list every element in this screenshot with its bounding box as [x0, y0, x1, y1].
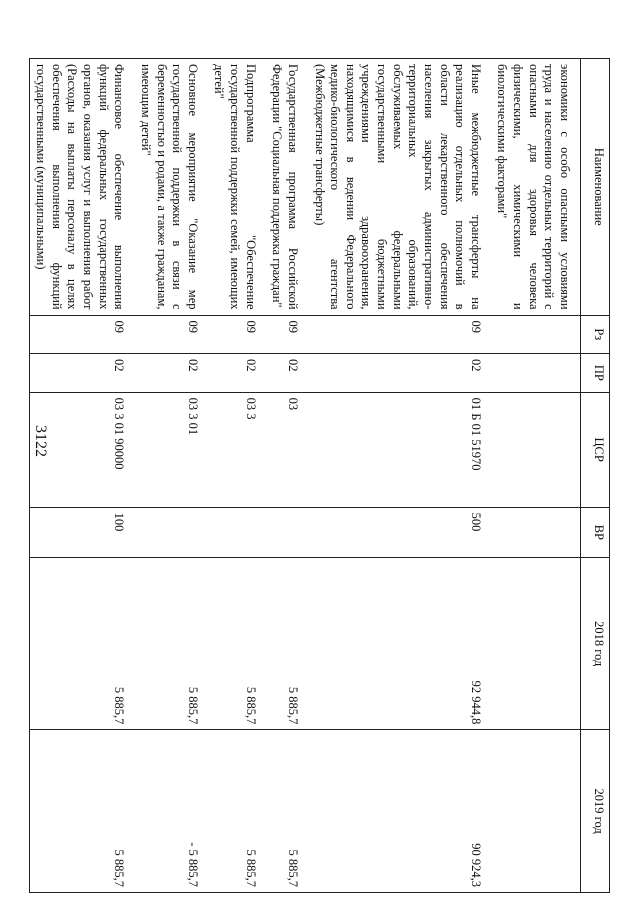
row-2018: 5 885,7 [134, 558, 208, 730]
row-name: Государственная программа Российской Федерации "Социальная поддержка граждан" [266, 59, 308, 316]
row-name: Иные межбюджетные трансферты на реализацию отдельных полномочий в области лекарственного обеспечения населения закрытых административно-территориальных образований, обслуживаемых федеральными государственными бюджетными учреждениями здравоохранения, находящимися в ведении Федерального медико-биологического агентства (Межбюджетные трансферты) [308, 59, 491, 316]
table-header-row [581, 59, 610, 893]
row-csr: 03 3 01 [134, 392, 208, 507]
row-pr: 02 [308, 354, 491, 393]
row-2019: 5 885,7 [208, 730, 266, 893]
row-name: Подпрограмма "Обеспечение государственной поддержки семей, имеющих детей" [208, 59, 266, 316]
header-rz: Рз [581, 315, 610, 354]
row-name: экономики с особо опасными условиями труда и населению отдельных территорий с опасными для здоровья человека физическими, химическими и биологическими факторами" [491, 59, 581, 316]
row-rz [491, 315, 581, 354]
header-2019: 2019 год [581, 730, 610, 893]
table-row [208, 59, 266, 893]
page-number: 3122 [32, 425, 49, 457]
row-2018: 5 885,7 [208, 558, 266, 730]
row-vr: 100 [29, 507, 134, 557]
row-pr [491, 354, 581, 393]
header-csr: ЦСР [581, 392, 610, 507]
row-2019: 90 924,3 [308, 730, 491, 893]
table-row [308, 59, 491, 893]
row-vr [491, 507, 581, 557]
row-csr [491, 392, 581, 507]
row-vr [134, 507, 208, 557]
row-rz: 09 [308, 315, 491, 354]
header-2018: 2018 год [581, 558, 610, 730]
row-rz: 09 [208, 315, 266, 354]
row-name: Основное мероприятие "Оказание мер государственной поддержки в связи с беременностью и родами, а также гражданам, имеющим детей" [134, 59, 208, 316]
budget-table [29, 58, 610, 893]
row-vr [208, 507, 266, 557]
table-row [491, 59, 581, 893]
row-csr: 01 Б 01 51970 [308, 392, 491, 507]
row-name: Финансовое обеспечение выполнения функций федеральных государственных органов, оказания услуг и выполнения работ (Расходы на выплаты персоналу в целях обеспечения выполнения функций государственными (муниципальными) [29, 59, 134, 316]
row-2018 [491, 558, 581, 730]
row-2019: 5 885,7 [266, 730, 308, 893]
row-2018: 5 885,7 [266, 558, 308, 730]
row-pr: 02 [134, 354, 208, 393]
row-csr: 03 3 01 90000 [29, 392, 134, 507]
row-rz: 09 [29, 315, 134, 354]
header-name: Наименование [581, 59, 610, 316]
row-rz: 09 [134, 315, 208, 354]
row-pr: 02 [208, 354, 266, 393]
table-row [134, 59, 208, 893]
row-vr: 500 [308, 507, 491, 557]
row-2018: 5 885,7 [29, 558, 134, 730]
row-rz: 09 [266, 315, 308, 354]
table-row [266, 59, 308, 893]
row-2019: - 5 885,7 [134, 730, 208, 893]
row-2019: 5 885,7 [29, 730, 134, 893]
row-pr: 02 [29, 354, 134, 393]
row-vr [266, 507, 308, 557]
row-csr: 03 3 [208, 392, 266, 507]
header-vr: ВР [581, 507, 610, 557]
row-2018: 92 944,8 [308, 558, 491, 730]
header-pr: ПР [581, 354, 610, 393]
row-pr: 02 [266, 354, 308, 393]
table-row [29, 59, 134, 893]
row-2019 [491, 730, 581, 893]
row-csr: 03 [266, 392, 308, 507]
